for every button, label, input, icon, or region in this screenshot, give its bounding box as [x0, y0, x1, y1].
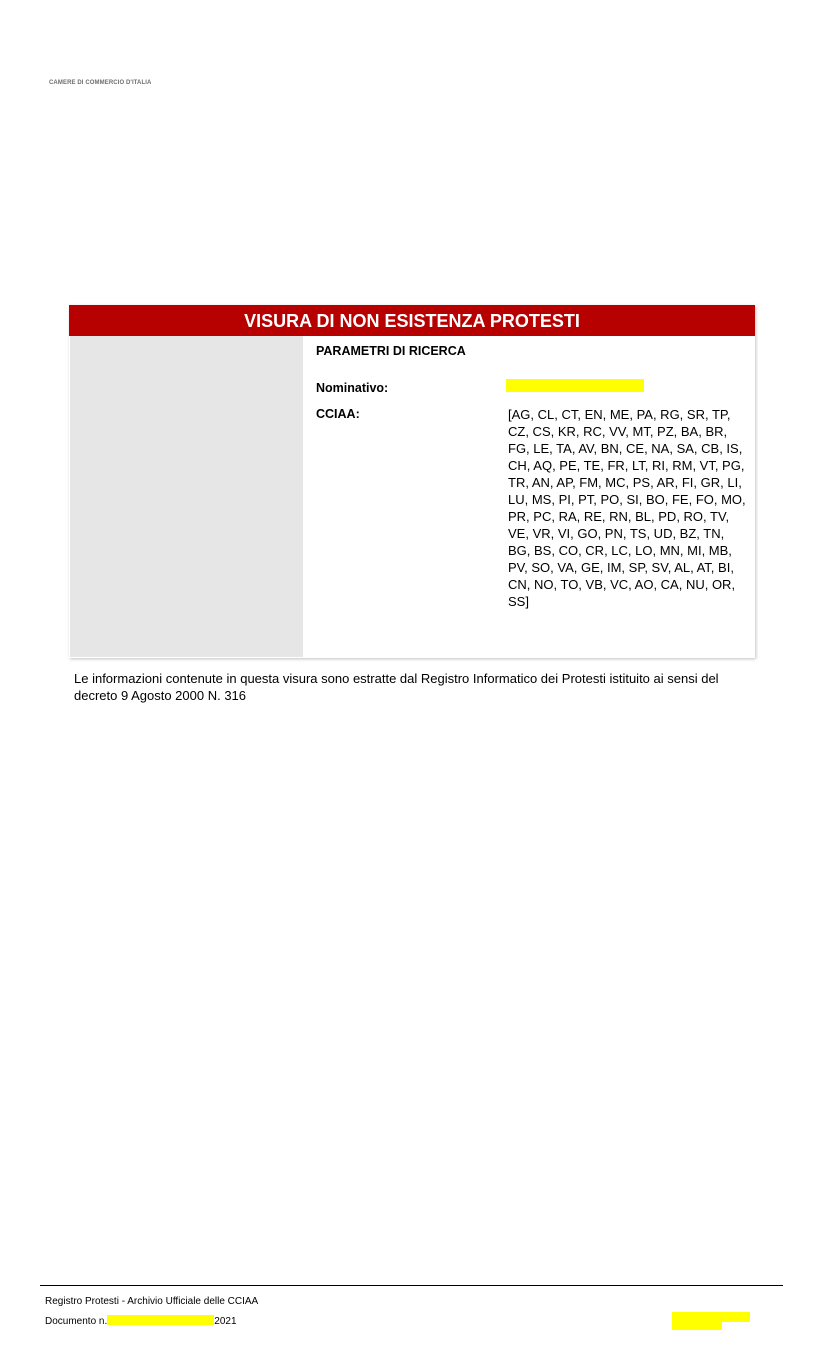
card-side-panel: [70, 336, 303, 657]
section-title: PARAMETRI DI RICERCA: [316, 344, 466, 358]
document-number-year: 2021: [214, 1316, 237, 1327]
nominativo-label: Nominativo:: [316, 381, 389, 395]
footer-document-number: [45, 1315, 237, 1327]
document-number-prefix: Documento n.: [45, 1316, 108, 1327]
info-text: Le informazioni contenute in questa visura sono estratte dal Registro Informatico dei Protesti istituito ai sensi del decreto 9 Agosto 2000 N. 316: [74, 671, 719, 703]
cciaa-label: CCIAA:: [316, 407, 360, 421]
footer-redaction-bottom: [672, 1321, 722, 1330]
visura-card: [69, 305, 755, 658]
document-number-redaction: [107, 1315, 214, 1325]
footer-archive-text: Registro Protesti - Archivio Ufficiale delle CCIAA: [45, 1296, 259, 1307]
cciaa-value: [AG, CL, CT, EN, ME, PA, RG, SR, TP, CZ, CS, KR, RC, VV, MT, PZ, BA, BR, FG, LE, TA, AV, BN, CE, NA, SA, CB, IS, CH, AQ, PE, TE, FR, LT, RI, RM, VT, PG, TR, AN, AP, FM, MC, PS, AR, FI, GR, LI, LU, MS, PI, PT, PO, SI, BO, FE, FO, MO, PR, PC, RA, RE, RN, BL, PD, RO, TV, VE, VR, VI, GO, PN, TS, UD, BZ, TN, BG, BS, CO, CR, LC, LO, MN, MI, MB, PV, SO, VA, GE, IM, SP, SV, AL, AT, BI, CN, NO, TO, VB, VC, AO, CA, NU, OR, SS]: [508, 407, 746, 609]
footer-divider: [40, 1285, 783, 1286]
card-title: VISURA DI NON ESISTENZA PROTESTI: [69, 305, 755, 336]
nominativo-redacted-value: [506, 379, 644, 392]
brand-logo-text: CAMERE DI COMMERCIO D'ITALIA: [49, 80, 152, 86]
